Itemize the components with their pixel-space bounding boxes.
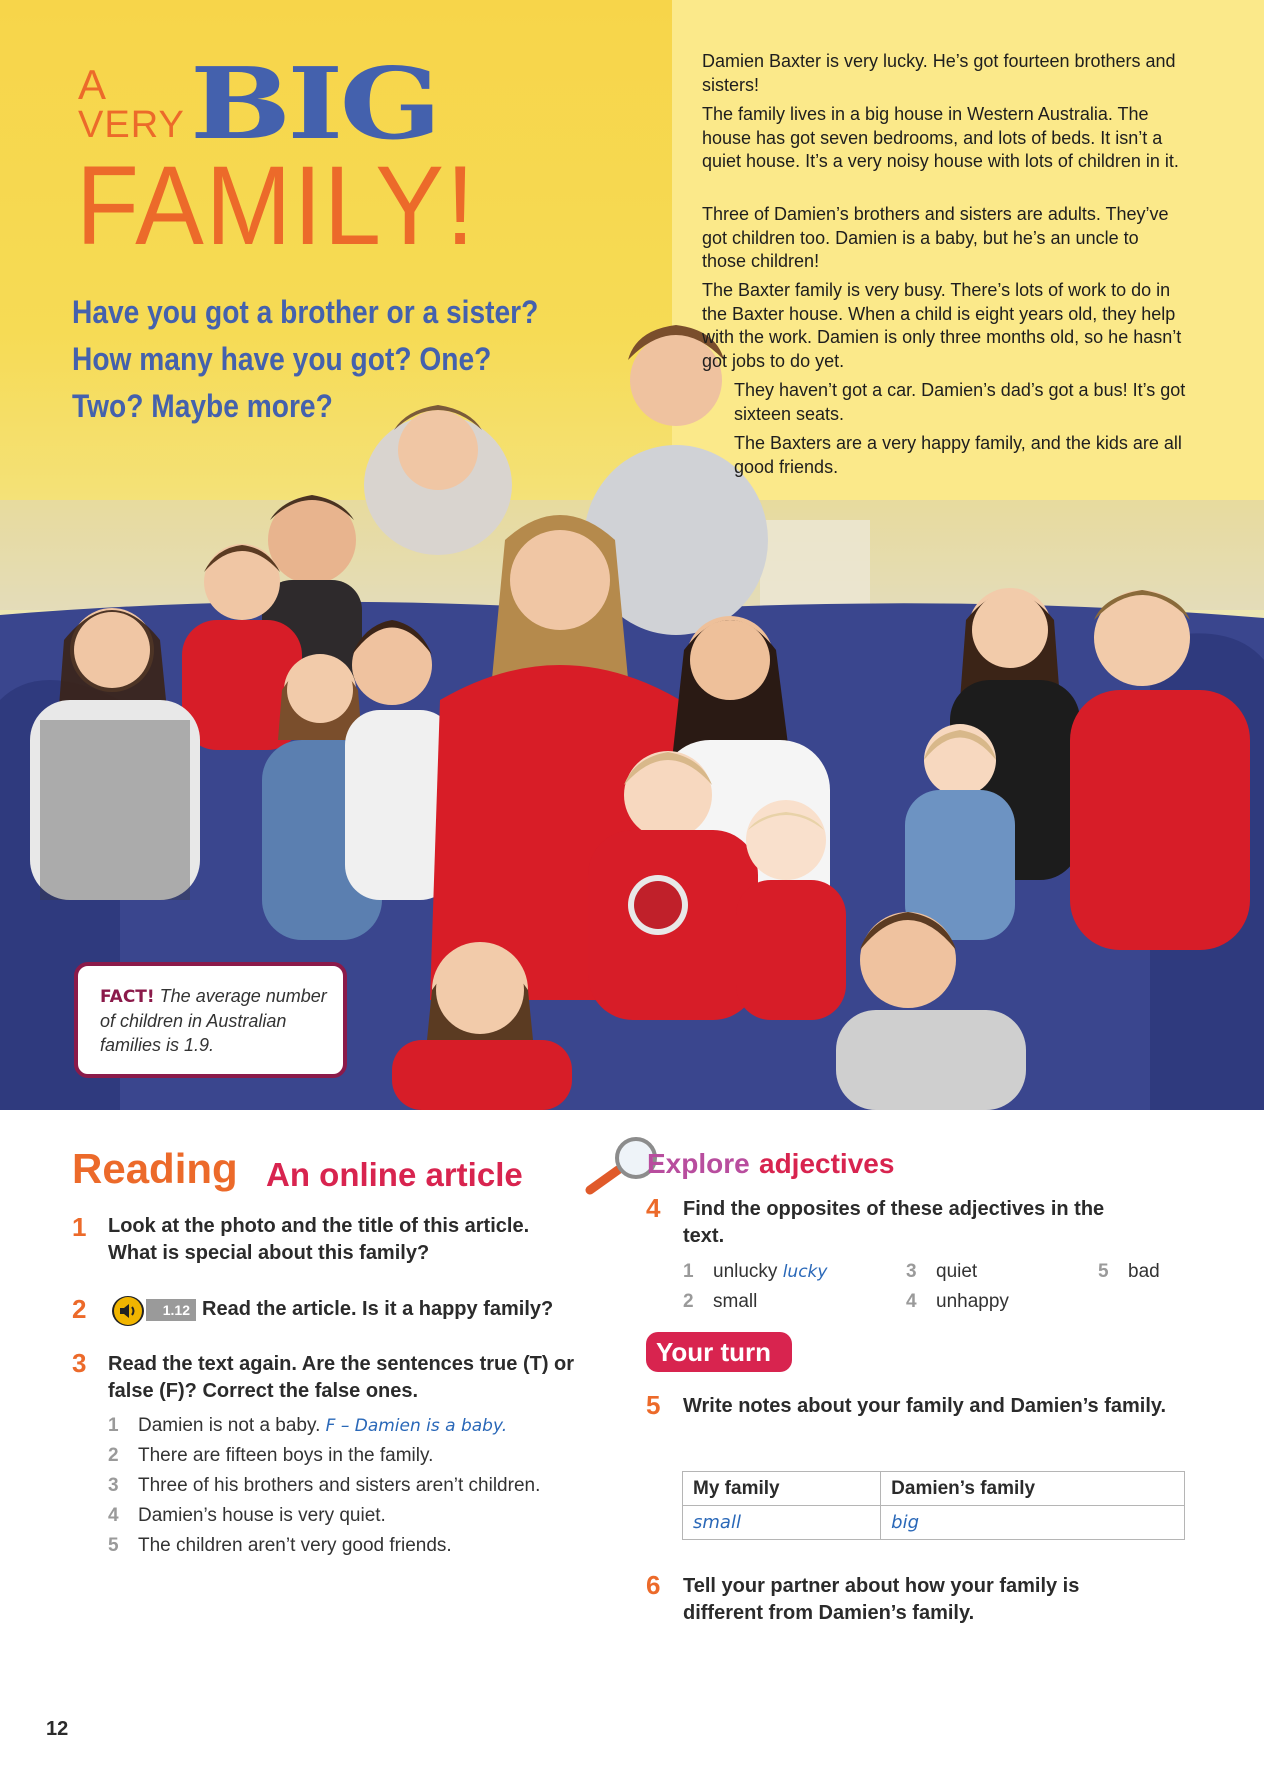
speaker-icon[interactable]: [112, 1296, 144, 1326]
your-turn-badge: Your turn: [646, 1332, 792, 1372]
exercise-6-number: 6: [646, 1570, 661, 1600]
exercise-3-item: 4 Damien’s house is very quiet.: [108, 1505, 386, 1526]
title-a: A: [78, 61, 107, 108]
audio-track-badge: 1.12: [146, 1299, 196, 1321]
fact-text: The average number of children in Australian families is 1.9.: [100, 986, 327, 1055]
exercise-1-text: Look at the photo and the title of this article. What is special about this family?: [108, 1215, 530, 1264]
exercise-4-text: Find the opposites of these adjectives in the text.: [683, 1198, 1105, 1247]
exercise-5-number: 5: [646, 1390, 661, 1420]
fact-box: [74, 962, 347, 1078]
article-paragraph-6: The Baxters are a very happy family, and the kids are all good friends.: [734, 433, 1182, 477]
exercise-3-item: 5 The children aren’t very good friends.: [108, 1535, 452, 1556]
intro-question-1: Have you got a brother or a sister?: [72, 294, 539, 330]
exercise-3-item: 3 Three of his brothers and sisters aren’t children.: [108, 1475, 541, 1496]
table-header-row: [683, 1472, 1185, 1506]
exercise-2-text: Read the article. Is it a happy family?: [202, 1298, 554, 1320]
title-big: BIG: [190, 47, 439, 162]
article-paragraph-3: Three of Damien’s brothers and sisters are adults. They’ve got children too. Damien is a baby, but he’s an uncle to those children!: [702, 204, 1169, 271]
exercise-3-answer: F – Damien is a baby.: [325, 1416, 508, 1436]
exercise-3-number: 3: [72, 1348, 87, 1378]
exercise-2-number: 2: [72, 1294, 87, 1324]
title-very: VERY: [78, 104, 185, 146]
table-header-damiens-family: Damien’s family: [881, 1472, 1185, 1506]
exercise-4-item: 1 unlucky lucky: [683, 1261, 828, 1282]
exercise-3-item: 1 Damien is not a baby. F – Damien is a baby.: [108, 1415, 508, 1436]
table-cell-my-family[interactable]: small: [683, 1506, 881, 1540]
explore-topic: adjectives: [759, 1148, 895, 1179]
intro-question-2: How many have you got? One?: [72, 341, 492, 377]
section-subtitle: An online article: [266, 1156, 523, 1193]
exercise-3-text: Read the text again. Are the sentences true (T) or false (F)? Correct the false ones.: [108, 1353, 575, 1402]
exercise-4-number: 4: [646, 1193, 661, 1223]
article-paragraph-2: The family lives in a big house in Western Australia. The house has got seven bedrooms, and lots of beds. It isn’t a quiet house. It’s a very noisy house with lots of children in it.: [702, 104, 1179, 171]
exercise-1-number: 1: [72, 1212, 87, 1242]
table-header-my-family: My family: [683, 1472, 881, 1506]
exercise-4-answer: lucky: [782, 1262, 828, 1282]
table-cell-damiens-family[interactable]: big: [881, 1506, 1185, 1540]
fact-label: FACT!: [100, 987, 155, 1007]
exercise-4-item: 2 small: [683, 1291, 758, 1312]
exercise-4-item: 5 bad: [1098, 1261, 1160, 1282]
article-paragraph-5: They haven’t got a car. Damien’s dad’s got a bus! It’s got sixteen seats.: [734, 380, 1186, 424]
table-row: [683, 1506, 1185, 1540]
explore-label: Explore: [647, 1148, 750, 1179]
page-number: 12: [46, 1718, 69, 1740]
exercise-5-text: Write notes about your family and Damien’s family.: [683, 1395, 1167, 1417]
section-title: Reading: [72, 1145, 238, 1192]
exercise-6-text: Tell your partner about how your family is different from Damien’s family.: [683, 1575, 1080, 1624]
article-paragraph-1: Damien Baxter is very lucky. He’s got fourteen brothers and sisters!: [702, 51, 1176, 95]
exercise-4-item: 4 unhappy: [906, 1291, 1009, 1312]
notes-table: [682, 1471, 1185, 1540]
exercise-3-item: 2 There are fifteen boys in the family.: [108, 1445, 434, 1466]
title-family: FAMILY!: [76, 143, 477, 268]
exercise-4-item: 3 quiet: [906, 1261, 978, 1282]
article-paragraph-4: The Baxter family is very busy. There’s lots of work to do in the Baxter house. When a child is eight years old, they help with the work. Damien is only three months old, so he hasn’t got jobs to do yet.: [702, 280, 1182, 371]
intro-question-3: Two? Maybe more?: [72, 388, 333, 424]
